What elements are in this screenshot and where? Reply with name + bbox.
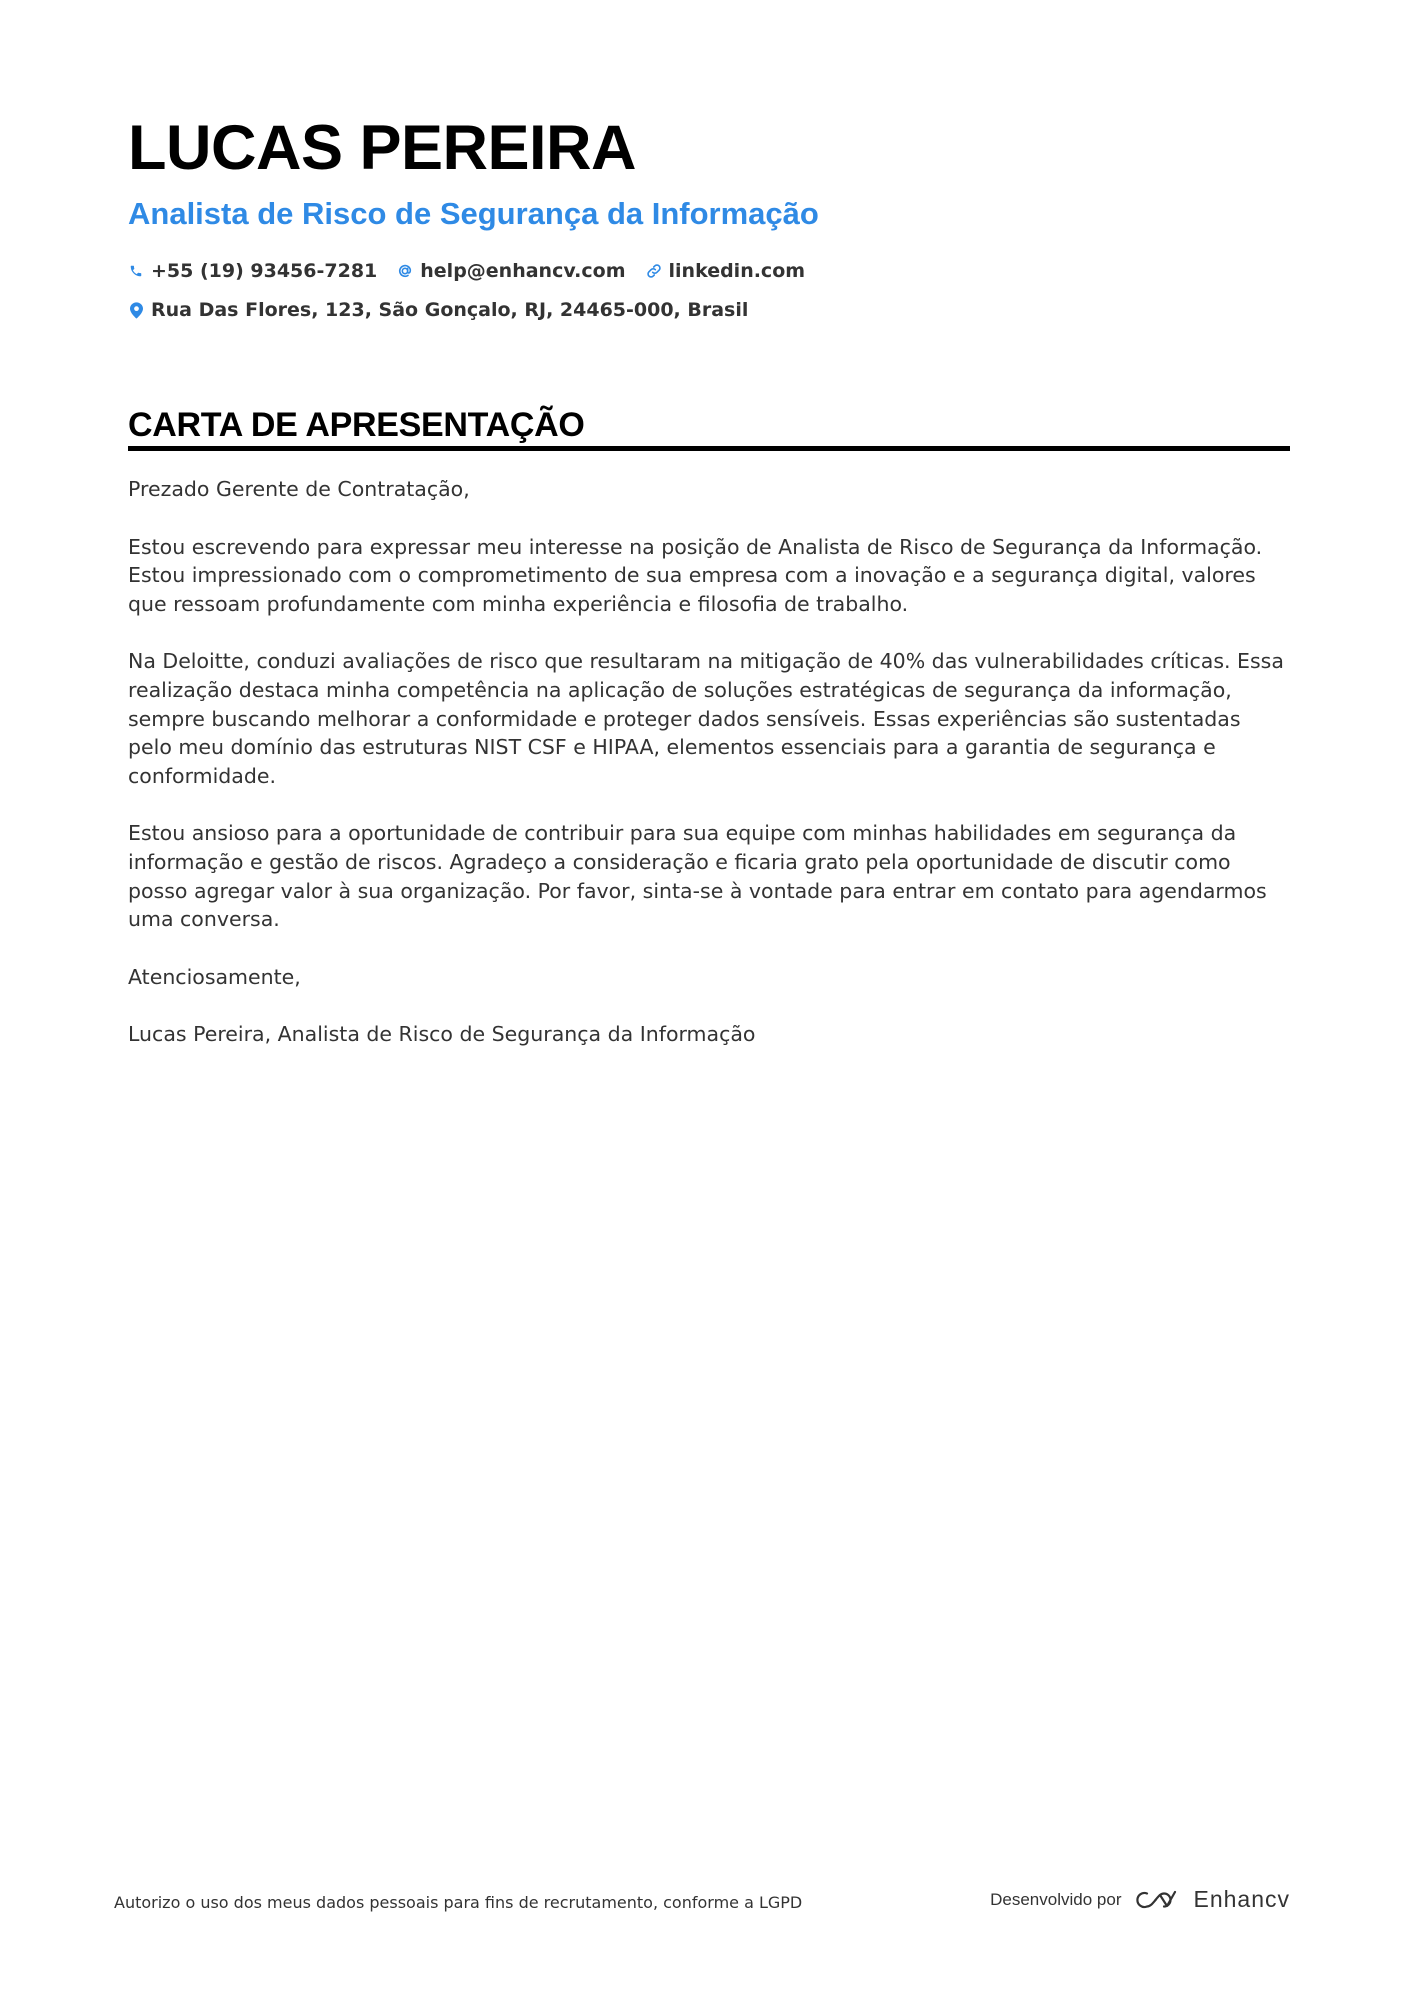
enhancv-logo-icon xyxy=(1133,1888,1179,1912)
contact-address-text: Rua Das Flores, 123, São Gonçalo, RJ, 24465-000, Brasil xyxy=(151,299,749,321)
resume-header xyxy=(128,108,1288,325)
brand-name: Enhancv xyxy=(1193,1886,1290,1912)
powered-by-label: Desenvolvido por xyxy=(990,1889,1122,1909)
letter-closing: Atenciosamente, xyxy=(128,964,301,989)
cover-letter-section xyxy=(128,404,1290,1078)
phone-icon xyxy=(128,262,144,280)
letter-greeting: Prezado Gerente de Contratação, xyxy=(128,477,470,501)
contact-phone xyxy=(128,260,377,282)
contact-linkedin-text[interactable]: linkedin.com xyxy=(668,260,806,282)
link-icon xyxy=(646,262,662,280)
contact-row-secondary xyxy=(128,295,1288,325)
consent-footer: Autorizo o uso dos meus dados pessoais para fins de recrutamento, conforme a LGPD xyxy=(114,1893,803,1912)
candidate-name: LUCAS PEREIRA xyxy=(128,113,637,183)
candidate-role: Analista de Risco de Segurança da Informação xyxy=(128,196,819,231)
section-divider xyxy=(128,446,1290,451)
contact-email-text[interactable]: help@enhancv.com xyxy=(420,260,626,282)
contact-phone-text: +55 (19) 93456-7281 xyxy=(151,260,378,282)
map-pin-icon xyxy=(128,301,144,319)
letter-signature: Lucas Pereira, Analista de Risco de Segurança da Informação xyxy=(128,1022,756,1047)
letter-body xyxy=(128,475,1290,1049)
letter-paragraph: Estou escrevendo para expressar meu interesse na posição de Analista de Risco de Segurança da Informação. Estou impressionado com o comprometimento de sua empresa com a inovação e a segurança digital, valores que ressoam profundamente com minha experiência e filosofia de trabalho. xyxy=(128,534,1263,616)
contact-linkedin[interactable] xyxy=(646,260,806,282)
contact-address xyxy=(128,299,748,321)
contact-email[interactable] xyxy=(397,260,625,282)
at-sign-icon xyxy=(397,262,413,280)
powered-by[interactable] xyxy=(990,1886,1290,1913)
contact-row-primary xyxy=(128,256,1288,286)
letter-paragraph: Estou ansioso para a oportunidade de contribuir para sua equipe com minhas habilidades em segurança da informação e gestão de riscos. Agradeço a consideração e ficaria grato pela oportunidade de discutir como posso agregar valor à sua organização. Por favor, sinta-se à vontade para entrar em contato para agendarmos uma conversa. xyxy=(128,821,1267,932)
section-title: CARTA DE APRESENTAÇÃO xyxy=(128,406,585,444)
letter-paragraph: Na Deloitte, conduzi avaliações de risco que resultaram na mitigação de 40% das vulnerabilidades críticas. Essa realização destaca minha competência na aplicação de soluções estratégicas de segurança da informação, sempre buscando melhorar a conformidade e proteger dados sensíveis. Essas experiências são sustentadas pelo meu domínio das estruturas NIST CSF e HIPAA, elementos essenciais para a garantia de segurança e conformidade. xyxy=(128,649,1284,788)
